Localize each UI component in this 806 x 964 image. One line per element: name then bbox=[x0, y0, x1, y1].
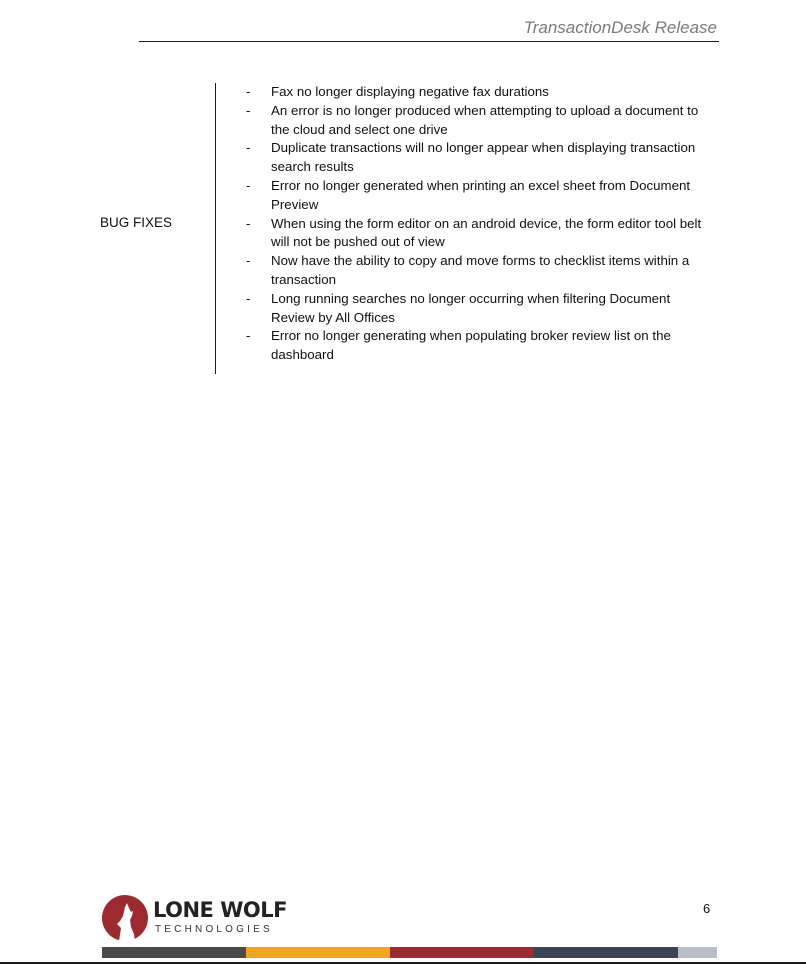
header-rule bbox=[139, 41, 719, 42]
list-item-text: Duplicate transactions will no longer appear when displaying transaction search results bbox=[271, 140, 696, 175]
list-item-text: An error is no longer produced when attempting to upload a document to the cloud and select one drive bbox=[271, 102, 699, 137]
list-item-text: Now have the ability to copy and move forms to checklist items within a transaction bbox=[271, 253, 690, 287]
bullet-dash: - bbox=[246, 140, 251, 156]
list-item bbox=[245, 215, 710, 253]
logo-subtitle-text: TECHNOLOGIES bbox=[155, 924, 273, 935]
bullet-dash: - bbox=[246, 328, 251, 344]
list-item-text: Error no longer generating when populating broker review list on the dashboard bbox=[271, 328, 671, 363]
bullet-dash: - bbox=[246, 253, 251, 269]
list-item-text: Error no longer generated when printing an excel sheet from Document Preview bbox=[271, 177, 691, 212]
footer-color-bar bbox=[102, 947, 717, 958]
list-item bbox=[245, 252, 710, 290]
bullet-dash: - bbox=[246, 102, 251, 118]
list-item bbox=[245, 102, 710, 140]
bullet-dash: - bbox=[246, 84, 251, 99]
section-divider bbox=[215, 83, 216, 374]
page-number: 6 bbox=[703, 901, 711, 916]
list-item bbox=[245, 139, 710, 177]
logo-brand-text: LONE WOLF bbox=[153, 898, 287, 922]
bullet-dash: - bbox=[246, 177, 251, 193]
list-item bbox=[245, 83, 710, 102]
color-bar-segment bbox=[678, 947, 717, 958]
bullet-dash: - bbox=[246, 290, 251, 306]
footer-logo bbox=[101, 894, 291, 942]
wolf-logo-icon bbox=[101, 894, 149, 942]
bug-fix-list bbox=[245, 83, 710, 365]
list-item-text: Long running searches no longer occurring when filtering Document Review by All Offices bbox=[271, 290, 671, 325]
header-title: TransactionDesk Release bbox=[523, 18, 717, 37]
bullet-dash: - bbox=[246, 215, 251, 231]
color-bar-segment bbox=[534, 947, 678, 958]
color-bar-segment bbox=[246, 947, 390, 958]
color-bar-segment bbox=[390, 947, 534, 958]
list-item bbox=[245, 327, 710, 365]
section-label: BUG FIXES bbox=[100, 215, 173, 230]
color-bar-segment bbox=[102, 947, 246, 958]
list-item-text: Fax no longer displaying negative fax durations bbox=[271, 84, 549, 99]
list-item-text: When using the form editor on an android device, the form editor tool belt will not be pushed out of view bbox=[271, 215, 702, 250]
list-item bbox=[245, 290, 710, 328]
list-item bbox=[245, 177, 710, 215]
